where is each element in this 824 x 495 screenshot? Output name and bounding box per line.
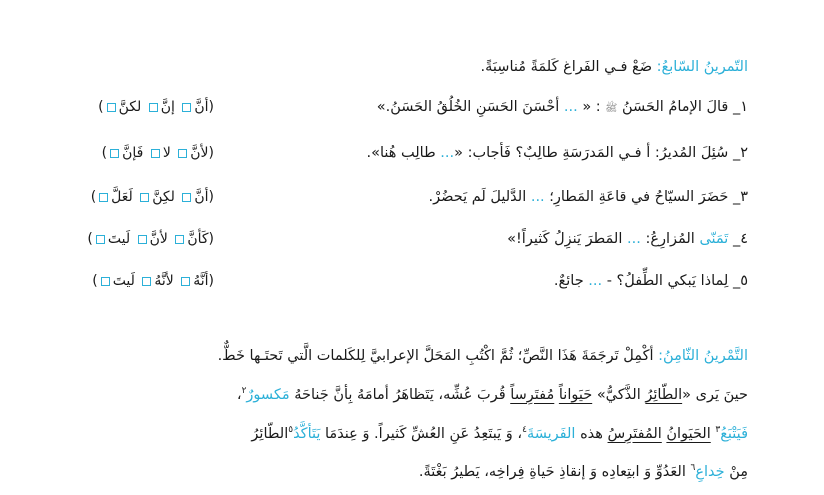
exercise8-text-line-1: [237, 381, 748, 405]
text-fragment: مِنْ: [729, 463, 748, 480]
option-label: لأنَّ: [190, 145, 209, 161]
exercise8-heading: [218, 346, 748, 366]
option-label: فَإنَّ: [122, 145, 144, 161]
exercise7-instruction: ضَعْ فـي الفَراغ كَلمَةً مُناسِبَةً.: [480, 59, 653, 75]
option-checkbox[interactable]: [151, 149, 160, 158]
item-text-after: جائعٌ.: [553, 273, 584, 289]
item-text-before: قالَ الإمامُ الحَسَنُ: [622, 99, 729, 115]
text-fragment: العَدُوِّ وَ ابتِعادِه وَ إنقاذِ حَياةِ فِراخِه، يَطيرُ بَغْتَةً.: [418, 463, 686, 480]
honorific-glyph: ﷺ: [605, 103, 618, 114]
footnote-marker: ٣: [715, 425, 721, 435]
exercise7-title: التّمرينُ السّابعُ:: [656, 59, 748, 75]
option-checkbox[interactable]: [181, 277, 190, 286]
option-label: لأنَّهُ: [154, 273, 174, 289]
exercise7-item-1: [377, 97, 748, 119]
option-checkbox[interactable]: [142, 277, 151, 286]
text-fragment: الذَّكيُّ»: [596, 386, 641, 403]
exercise7-options-4: (كَأنَّ لأنَّ لَيتَ): [87, 231, 214, 247]
option-label: إنَّ: [160, 99, 175, 115]
option-label: لكِنَّ: [152, 189, 175, 205]
underlined-word: الطّائِرُ: [645, 386, 683, 403]
option-checkbox[interactable]: [110, 149, 119, 158]
option-checkbox[interactable]: [107, 103, 116, 112]
item-text-before: سُئِلَ المُديرُ: أ فـي المَدرَسَةِ طالِبٌ؟ فَأجاب: «: [454, 145, 729, 161]
item-number: ٥_: [732, 273, 748, 289]
option-label: أنَّهُ: [193, 273, 209, 289]
glossed-word: فَيَتْبَعُ: [720, 425, 748, 442]
item-text-after: الدَّليلَ لَم يَحضُرْ.: [428, 189, 527, 205]
exercise7-options-2: (لأنَّ لا فَإنَّ): [101, 145, 214, 161]
blank-space[interactable]: ...: [627, 231, 641, 247]
exercise8-instruction: أكْمِلْ تَرجَمَةَ هَذَا النَّصِّ؛ ثُمَّ اكْتُبِ المَحَلَّ الإعرابيَّ لِلكَلمات الَّتي تَحتَـها خَطٌّ.: [217, 348, 654, 364]
option-checkbox[interactable]: [101, 277, 110, 286]
blank-space[interactable]: ...: [588, 273, 603, 289]
text-fragment: ،: [236, 386, 242, 403]
item-number: ١_: [732, 99, 748, 115]
text-fragment: حينَ يَرى «: [682, 386, 748, 403]
option-label: أنَّ: [194, 189, 209, 205]
exercise7-item-3: [429, 187, 748, 207]
option-label: لكنَّ: [118, 99, 142, 115]
item-number: ٣_: [732, 189, 748, 205]
text-fragment: هذه: [580, 425, 603, 442]
footnote-marker: ٦: [690, 463, 696, 473]
exercise7-options-5: (أنَّهُ لأنَّهُ لَيتَ): [92, 273, 214, 289]
underlined-word: مُفتَرِساً: [510, 386, 555, 403]
option-checkbox[interactable]: [182, 103, 191, 112]
text-fragment: ، وَ يَبتَعِدُ عَنِ العُشِّ كَثيراً. وَ عِندَمَا: [325, 425, 523, 442]
text-fragment: الطّائِرُ: [251, 425, 289, 442]
item-text-after: طالِب هُنا».: [366, 145, 436, 161]
exercise8-text-line-3: [419, 458, 748, 482]
option-checkbox[interactable]: [149, 103, 158, 112]
exercise8-title: التَّمْرينُ الثّامِنُ:: [658, 348, 748, 364]
item-text-before: المُزارِعُ:: [645, 231, 695, 247]
footnote-marker: ٤: [522, 425, 527, 435]
glossed-word: خِداعِ: [695, 463, 725, 480]
option-label: لَيتَ: [112, 273, 135, 289]
option-label: أنَّ: [194, 99, 209, 115]
item-number: ٤_: [732, 231, 748, 247]
exercise7-options-3: (أنَّ لكِنَّ لَعَلَّ): [90, 189, 214, 205]
underlined-word: المُفتَرِسُ: [607, 425, 662, 442]
option-checkbox[interactable]: [140, 193, 149, 202]
footnote-marker: ٢: [241, 386, 247, 396]
underlined-word: الحَيَوانُ: [666, 425, 711, 442]
option-checkbox[interactable]: [175, 235, 184, 244]
option-checkbox[interactable]: [178, 149, 187, 158]
glossed-word: يَتَأكَّدُ: [293, 425, 321, 442]
option-label: لا: [162, 145, 171, 161]
item-text-after: المَطرَ يَنزِلُ كَثيراً!»: [507, 231, 623, 247]
option-label: لَيتَ: [107, 231, 131, 247]
blank-space[interactable]: ...: [530, 189, 545, 205]
option-label: كَأنَّ: [187, 231, 209, 247]
item-text-mid: : «: [582, 99, 601, 115]
option-checkbox[interactable]: [96, 235, 105, 244]
glossed-word: مَكسورٌ: [246, 386, 290, 403]
blank-space[interactable]: ...: [563, 99, 578, 115]
footnote-marker: ٥: [288, 425, 294, 435]
blank-space[interactable]: ...: [440, 145, 455, 161]
item-text-before: لِماذا يَبكي الطِّفلُ؟ -: [606, 273, 729, 289]
exercise7-item-5: [554, 271, 748, 291]
option-label: لَعَلَّ: [111, 189, 133, 205]
highlighted-word: تَمَنّى: [699, 231, 729, 247]
text-fragment: قُربَ عُشِّه، يَتَظاهَرُ أمامَهُ بِأنَّ جَناحَهُ: [294, 386, 506, 403]
underlined-word: حَيَواناً: [558, 386, 593, 403]
exercise7-item-2: [367, 143, 749, 163]
item-text-before: حَضَرَ السيّاحُ في قاعَةِ المَطارِ؛: [549, 189, 729, 205]
exercise7-options-1: (أنَّ إنَّ لكنَّ): [98, 99, 214, 115]
option-checkbox[interactable]: [138, 235, 147, 244]
option-checkbox[interactable]: [99, 193, 108, 202]
option-label: لأنَّ: [149, 231, 168, 247]
exercise7-item-4: [507, 229, 748, 249]
option-checkbox[interactable]: [182, 193, 191, 202]
item-number: ٢_: [732, 145, 748, 161]
exercise8-text-line-2: [251, 420, 748, 444]
exercise7-heading: [481, 57, 748, 77]
glossed-word: الفَريسَةَ: [526, 425, 576, 442]
item-text-after: أحْسَنَ الحَسَنِ الخُلُقُ الحَسَنُ.»: [376, 99, 560, 115]
